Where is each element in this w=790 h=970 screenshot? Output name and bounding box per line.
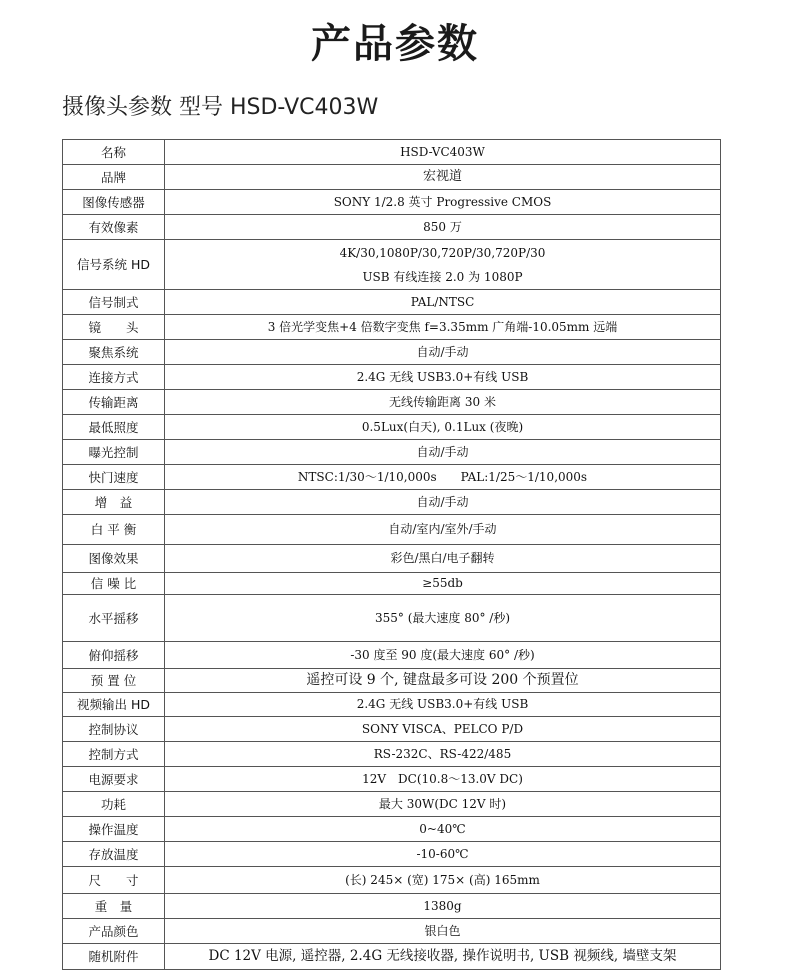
table-row bbox=[63, 717, 721, 742]
table-row bbox=[63, 545, 721, 573]
table-row bbox=[63, 669, 721, 693]
row-label: 品牌 bbox=[63, 165, 165, 190]
row-value: 遥控可设 9 个, 键盘最多可设 200 个预置位 bbox=[165, 669, 721, 693]
row-label: 快门速度 bbox=[63, 465, 165, 490]
row-label: 信号系统 HD bbox=[63, 240, 165, 290]
row-label: 连接方式 bbox=[63, 365, 165, 390]
row-label: 聚焦系统 bbox=[63, 340, 165, 365]
row-value: 自动/手动 bbox=[165, 440, 721, 465]
row-value: 0.5Lux(白天), 0.1Lux (夜晚) bbox=[165, 415, 721, 440]
table-row bbox=[63, 140, 721, 165]
row-label: 功耗 bbox=[63, 792, 165, 817]
table-row bbox=[63, 465, 721, 490]
table-row bbox=[63, 390, 721, 415]
table-row bbox=[63, 573, 721, 595]
row-value: DC 12V 电源, 遥控器, 2.4G 无线接收器, 操作说明书, USB 视频线, 墙壁支架 bbox=[165, 944, 721, 970]
table-row bbox=[63, 595, 721, 642]
row-label: 俯仰摇移 bbox=[63, 642, 165, 669]
row-value: 自动/室内/室外/手动 bbox=[165, 515, 721, 545]
row-label: 图像传感器 bbox=[63, 190, 165, 215]
row-value: 0~40℃ bbox=[165, 817, 721, 842]
row-value: 自动/手动 bbox=[165, 490, 721, 515]
row-label: 控制协议 bbox=[63, 717, 165, 742]
table-row bbox=[63, 693, 721, 717]
row-value: SONY 1/2.8 英寸 Progressive CMOS bbox=[165, 190, 721, 215]
row-value: 2.4G 无线 USB3.0+有线 USB bbox=[165, 365, 721, 390]
row-label: 曝光控制 bbox=[63, 440, 165, 465]
row-value: 1380g bbox=[165, 894, 721, 919]
row-label: 有效像素 bbox=[63, 215, 165, 240]
table-row bbox=[63, 240, 721, 290]
row-label: 名称 bbox=[63, 140, 165, 165]
row-value: 无线传输距离 30 米 bbox=[165, 390, 721, 415]
table-row bbox=[63, 642, 721, 669]
row-value: 12V DC(10.8～13.0V DC) bbox=[165, 767, 721, 792]
row-label: 尺 寸 bbox=[63, 867, 165, 894]
row-value: -10-60℃ bbox=[165, 842, 721, 867]
row-value: 最大 30W(DC 12V 时) bbox=[165, 792, 721, 817]
row-value: PAL/NTSC bbox=[165, 290, 721, 315]
table-row bbox=[63, 415, 721, 440]
row-label: 操作温度 bbox=[63, 817, 165, 842]
table-row bbox=[63, 365, 721, 390]
row-value: NTSC:1/30～1/10,000s PAL:1/25～1/10,000s bbox=[165, 465, 721, 490]
row-value: 355° (最大速度 80° /秒) bbox=[165, 595, 721, 642]
row-label: 电源要求 bbox=[63, 767, 165, 792]
row-label: 信号制式 bbox=[63, 290, 165, 315]
row-label: 水平摇移 bbox=[63, 595, 165, 642]
row-label: 产品颜色 bbox=[63, 919, 165, 944]
row-label: 随机附件 bbox=[63, 944, 165, 970]
row-label: 存放温度 bbox=[63, 842, 165, 867]
table-row bbox=[63, 490, 721, 515]
table-row bbox=[63, 440, 721, 465]
table-row bbox=[63, 842, 721, 867]
row-value-line: USB 有线连接 2.0 为 1080P bbox=[362, 269, 523, 284]
row-value: 3 倍光学变焦+4 倍数字变焦 f=3.35mm 广角端-10.05mm 远端 bbox=[165, 315, 721, 340]
row-value: HSD-VC403W bbox=[165, 140, 721, 165]
row-label: 图像效果 bbox=[63, 545, 165, 573]
spec-table bbox=[62, 139, 721, 970]
row-value: (长) 245× (宽) 175× (高) 165mm bbox=[165, 867, 721, 894]
table-row bbox=[63, 340, 721, 365]
row-value bbox=[165, 240, 721, 290]
table-row bbox=[63, 767, 721, 792]
row-label: 信 噪 比 bbox=[63, 573, 165, 595]
row-label: 传输距离 bbox=[63, 390, 165, 415]
table-row bbox=[63, 817, 721, 842]
row-label: 控制方式 bbox=[63, 742, 165, 767]
row-value-line: 4K/30,1080P/30,720P/30,720P/30 bbox=[339, 245, 546, 260]
table-row bbox=[63, 290, 721, 315]
row-label: 镜 头 bbox=[63, 315, 165, 340]
row-value: 自动/手动 bbox=[165, 340, 721, 365]
row-label: 最低照度 bbox=[63, 415, 165, 440]
table-row bbox=[63, 515, 721, 545]
table-row bbox=[63, 894, 721, 919]
table-row bbox=[63, 315, 721, 340]
row-label: 预 置 位 bbox=[63, 669, 165, 693]
row-label: 视频输出 HD bbox=[63, 693, 165, 717]
table-row bbox=[63, 867, 721, 894]
row-value: 银白色 bbox=[165, 919, 721, 944]
row-value: ≥55db bbox=[165, 573, 721, 595]
table-row bbox=[63, 742, 721, 767]
row-label: 重 量 bbox=[63, 894, 165, 919]
row-value: RS-232C、RS-422/485 bbox=[165, 742, 721, 767]
row-value: 2.4G 无线 USB3.0+有线 USB bbox=[165, 693, 721, 717]
row-value: 宏视道 bbox=[165, 165, 721, 190]
page-title: 产品参数 bbox=[311, 21, 479, 67]
row-value: 850 万 bbox=[165, 215, 721, 240]
row-label: 白 平 衡 bbox=[63, 515, 165, 545]
row-value: SONY VISCA、PELCO P/D bbox=[165, 717, 721, 742]
table-row bbox=[63, 215, 721, 240]
row-label: 增 益 bbox=[63, 490, 165, 515]
page-subtitle: 摄像头参数 型号 HSD-VC403W bbox=[62, 95, 379, 120]
table-row bbox=[63, 190, 721, 215]
table-row bbox=[63, 792, 721, 817]
row-value: 彩色/黑白/电子翻转 bbox=[165, 545, 721, 573]
table-row bbox=[63, 165, 721, 190]
table-row bbox=[63, 919, 721, 944]
table-row bbox=[63, 944, 721, 970]
row-value: -30 度至 90 度(最大速度 60° /秒) bbox=[165, 642, 721, 669]
